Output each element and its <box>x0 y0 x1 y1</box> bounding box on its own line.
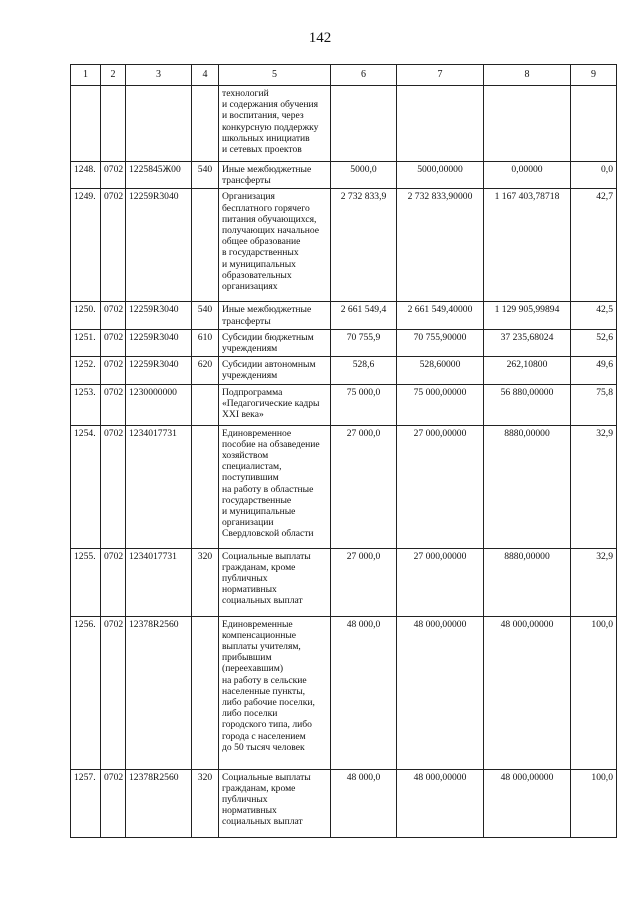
target-article-code: 1230000000 <box>126 384 192 425</box>
execution-percent: 52,6 <box>571 329 617 356</box>
row-number: 1256. <box>71 616 101 769</box>
execution-percent: 32,9 <box>571 425 617 548</box>
row-number: 1253. <box>71 384 101 425</box>
executed-amount: 48 000,00000 <box>484 769 571 837</box>
approved-amount: 2 732 833,9 <box>331 189 397 302</box>
row-number: 1252. <box>71 357 101 384</box>
approved-amount: 75 000,0 <box>331 384 397 425</box>
row-number <box>71 86 101 162</box>
row-number: 1254. <box>71 425 101 548</box>
column-header-5: 5 <box>219 65 331 86</box>
table-row <box>71 384 617 425</box>
column-header-8: 8 <box>484 65 571 86</box>
table-row <box>71 162 617 189</box>
target-article-code: 12259R3040 <box>126 189 192 302</box>
budget-allocation: 27 000,00000 <box>397 548 484 616</box>
row-number: 1255. <box>71 548 101 616</box>
section-code: 0702 <box>101 357 126 384</box>
expense-type-code <box>192 384 219 425</box>
header-row <box>71 65 617 86</box>
executed-amount: 37 235,68024 <box>484 329 571 356</box>
target-article-code: 12259R3040 <box>126 329 192 356</box>
table-row <box>71 302 617 329</box>
expense-type-code: 320 <box>192 548 219 616</box>
table-row <box>71 425 617 548</box>
execution-percent: 75,8 <box>571 384 617 425</box>
executed-amount: 0,00000 <box>484 162 571 189</box>
target-article-code: 12259R3040 <box>126 357 192 384</box>
table-body <box>71 86 617 838</box>
table-row <box>71 548 617 616</box>
execution-percent: 100,0 <box>571 616 617 769</box>
budget-allocation: 27 000,00000 <box>397 425 484 548</box>
item-name: технологий и содержания обучения и воспитания, через конкурсную поддержку школьных инициатив и сетевых проектов <box>219 86 331 162</box>
item-name: Субсидии бюджетным учреждениям <box>219 329 331 356</box>
approved-amount: 528,6 <box>331 357 397 384</box>
expense-type-code: 540 <box>192 302 219 329</box>
approved-amount <box>331 86 397 162</box>
target-article-code: 1225845Ж00 <box>126 162 192 189</box>
execution-percent: 42,7 <box>571 189 617 302</box>
approved-amount: 48 000,0 <box>331 769 397 837</box>
item-name: Иные межбюджетные трансферты <box>219 302 331 329</box>
item-name: Организация бесплатного горячего питания обучающихся, получающих начальное общее образование в государственных и муниципальных образовательных организациях <box>219 189 331 302</box>
item-name: Социальные выплаты гражданам, кроме публичных нормативных социальных выплат <box>219 769 331 837</box>
item-name: Социальные выплаты гражданам, кроме публичных нормативных социальных выплат <box>219 548 331 616</box>
budget-allocation: 5000,00000 <box>397 162 484 189</box>
expense-type-code <box>192 425 219 548</box>
column-header-4: 4 <box>192 65 219 86</box>
execution-percent: 42,5 <box>571 302 617 329</box>
table-row <box>71 189 617 302</box>
budget-table <box>70 64 617 838</box>
budget-allocation <box>397 86 484 162</box>
expense-type-code: 610 <box>192 329 219 356</box>
column-header-6: 6 <box>331 65 397 86</box>
target-article-code <box>126 86 192 162</box>
expense-type-code <box>192 616 219 769</box>
execution-percent <box>571 86 617 162</box>
executed-amount: 48 000,00000 <box>484 616 571 769</box>
executed-amount: 8880,00000 <box>484 548 571 616</box>
section-code: 0702 <box>101 384 126 425</box>
approved-amount: 48 000,0 <box>331 616 397 769</box>
budget-allocation: 48 000,00000 <box>397 769 484 837</box>
approved-amount: 27 000,0 <box>331 548 397 616</box>
row-number: 1251. <box>71 329 101 356</box>
section-code: 0702 <box>101 616 126 769</box>
approved-amount: 27 000,0 <box>331 425 397 548</box>
expense-type-code <box>192 86 219 162</box>
item-name: Иные межбюджетные трансферты <box>219 162 331 189</box>
approved-amount: 5000,0 <box>331 162 397 189</box>
row-number: 1250. <box>71 302 101 329</box>
expense-type-code: 620 <box>192 357 219 384</box>
column-header-7: 7 <box>397 65 484 86</box>
item-name: Единовременное пособие на обзаведение хозяйством специалистам, поступившим на работу в областные государственные и муниципальные организации Свердловской области <box>219 425 331 548</box>
table-row <box>71 357 617 384</box>
table-row <box>71 86 617 162</box>
section-code: 0702 <box>101 769 126 837</box>
row-number: 1249. <box>71 189 101 302</box>
approved-amount: 2 661 549,4 <box>331 302 397 329</box>
expense-type-code: 320 <box>192 769 219 837</box>
approved-amount: 70 755,9 <box>331 329 397 356</box>
section-code: 0702 <box>101 189 126 302</box>
section-code: 0702 <box>101 329 126 356</box>
table-row <box>71 616 617 769</box>
executed-amount: 8880,00000 <box>484 425 571 548</box>
budget-allocation: 2 732 833,90000 <box>397 189 484 302</box>
budget-allocation: 70 755,90000 <box>397 329 484 356</box>
executed-amount: 56 880,00000 <box>484 384 571 425</box>
section-code: 0702 <box>101 162 126 189</box>
row-number: 1257. <box>71 769 101 837</box>
executed-amount: 1 167 403,78718 <box>484 189 571 302</box>
execution-percent: 32,9 <box>571 548 617 616</box>
table-row <box>71 329 617 356</box>
target-article-code: 12378R2560 <box>126 769 192 837</box>
item-name: Подпрограмма «Педагогические кадры XXI века» <box>219 384 331 425</box>
target-article-code: 1234017731 <box>126 425 192 548</box>
budget-allocation: 48 000,00000 <box>397 616 484 769</box>
column-header-2: 2 <box>101 65 126 86</box>
table-header <box>71 65 617 86</box>
expense-type-code <box>192 189 219 302</box>
target-article-code: 12259R3040 <box>126 302 192 329</box>
execution-percent: 49,6 <box>571 357 617 384</box>
executed-amount: 262,10800 <box>484 357 571 384</box>
execution-percent: 100,0 <box>571 769 617 837</box>
item-name: Субсидии автономным учреждениям <box>219 357 331 384</box>
budget-allocation: 75 000,00000 <box>397 384 484 425</box>
target-article-code: 1234017731 <box>126 548 192 616</box>
section-code: 0702 <box>101 302 126 329</box>
budget-allocation: 528,60000 <box>397 357 484 384</box>
page-number: 142 <box>308 30 332 46</box>
column-header-1: 1 <box>71 65 101 86</box>
column-header-9: 9 <box>571 65 617 86</box>
executed-amount <box>484 86 571 162</box>
budget-allocation: 2 661 549,40000 <box>397 302 484 329</box>
executed-amount: 1 129 905,99894 <box>484 302 571 329</box>
target-article-code: 12378R2560 <box>126 616 192 769</box>
table-row <box>71 769 617 837</box>
section-code: 0702 <box>101 425 126 548</box>
execution-percent: 0,0 <box>571 162 617 189</box>
section-code <box>101 86 126 162</box>
column-header-3: 3 <box>126 65 192 86</box>
item-name: Единовременные компенсационные выплаты учителям, прибывшим (переехавшим) на работу в сельские населенные пункты, либо рабочие поселки, либо поселки городского типа, либо города с населением до 50 тысяч человек <box>219 616 331 769</box>
expense-type-code: 540 <box>192 162 219 189</box>
row-number: 1248. <box>71 162 101 189</box>
section-code: 0702 <box>101 548 126 616</box>
